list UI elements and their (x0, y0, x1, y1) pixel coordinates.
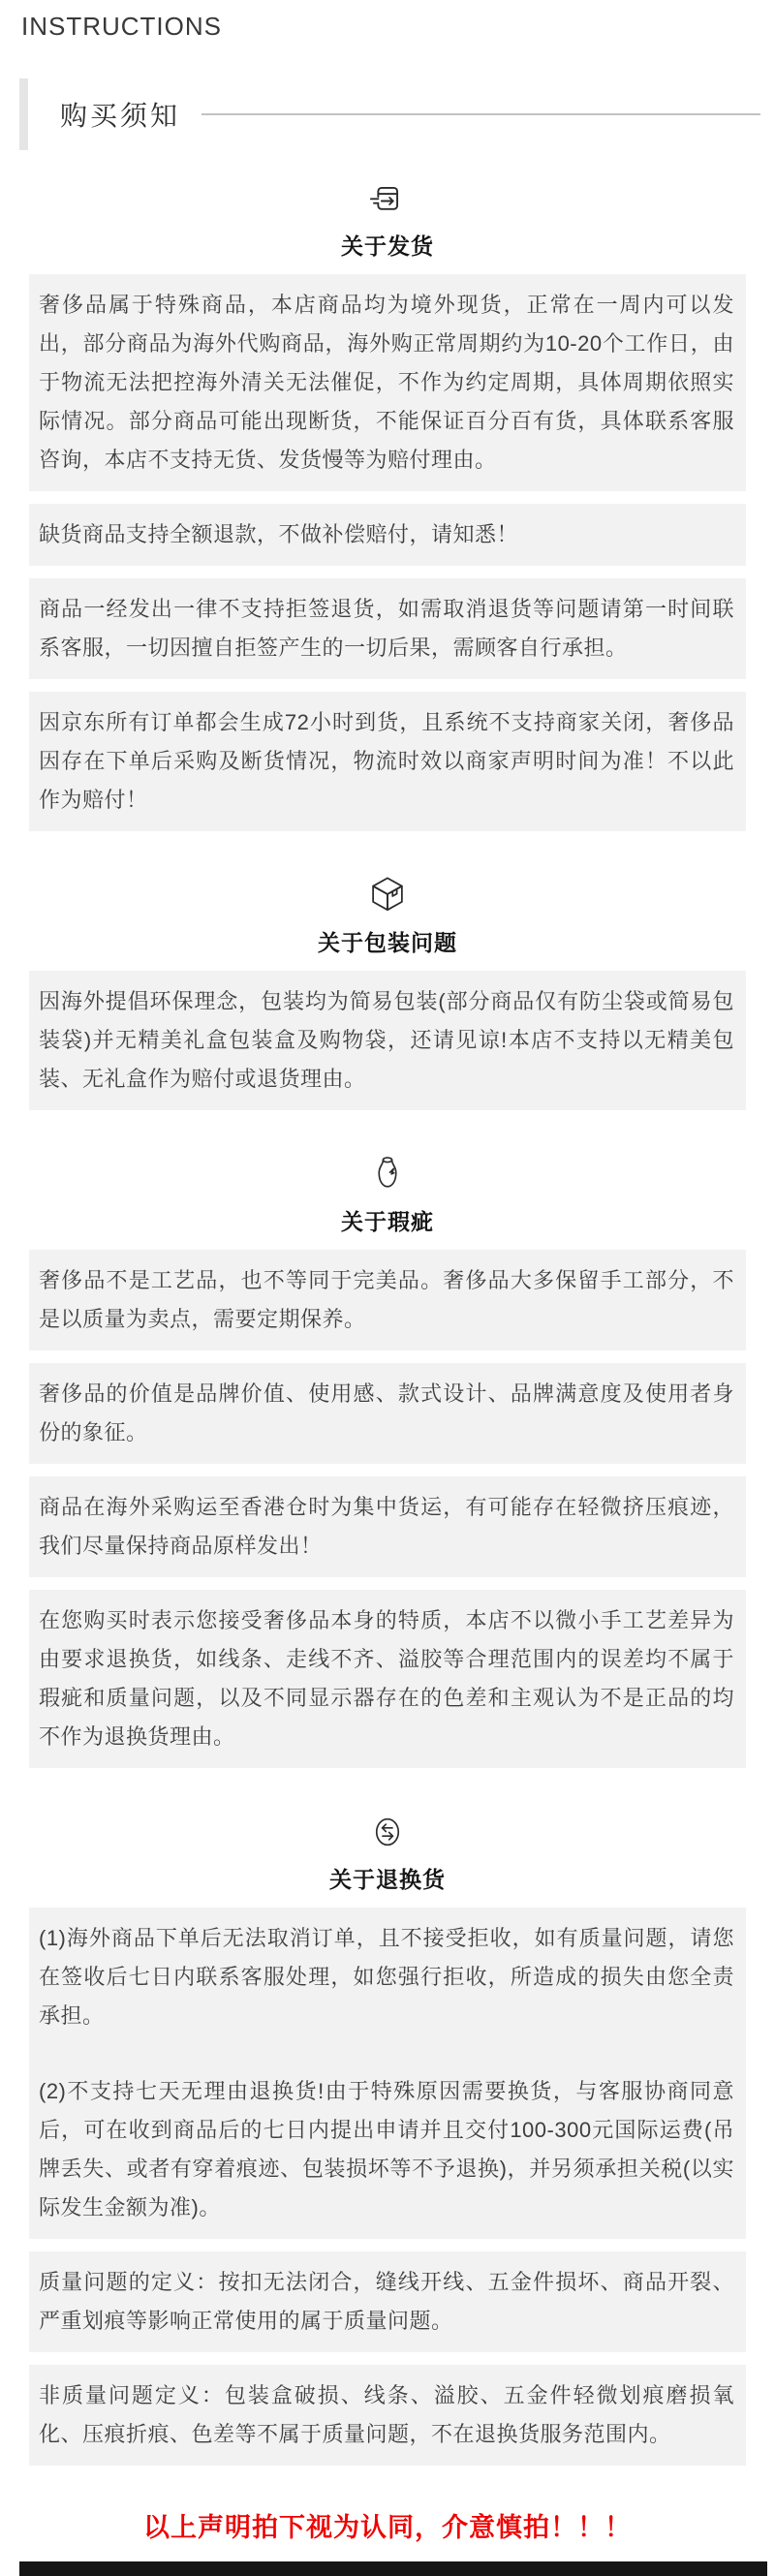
section-flaws (0, 1153, 775, 1768)
notice-paragraph: 商品在海外采购运至香港仓时为集中货运，有可能存在轻微挤压痕迹，我们尽量保持商品原样发出！ (39, 1495, 734, 1558)
section-header (0, 874, 775, 957)
footer-warning-text: 以上声明拍下视为认同，介意慎拍！！！ (143, 2513, 632, 2542)
notice-block (29, 1250, 746, 1350)
notice-paragraph: 奢侈品属于特殊商品，本店商品均为境外现货，正常在一周内可以发出，部分商品为海外代购商品，海外购正常周期约为10-20个工作日，由于物流无法把控海外清关无法催促，不作为约定周期，具体周期依照实际情况。部分商品可能出现断货，不能保证百分百有货，具体联系客服咨询，本店不支持无货、发货慢等为赔付理由。 (39, 293, 734, 472)
notice-paragraph: 非质量问题定义：包装盒破损、线条、溢胶、五金件轻微划痕磨损氧化、压痕折痕、色差等不属于质量问题，不在退换货服务范围内。 (39, 2383, 734, 2446)
notice-paragraph: 因海外提倡环保理念，包装均为简易包装(部分商品仅有防尘袋或简易包装袋)并无精美礼盒包装盒及购物袋，还请见谅!本店不支持以无精美包装、无礼盒作为赔付或退货理由。 (39, 989, 734, 1091)
notice-paragraph: 质量问题的定义：按扣无法闭合，缝线开线、五金件损坏、商品开裂、严重划痕等影响正常使用的属于质量问题。 (39, 2270, 734, 2333)
section-header (0, 1811, 775, 1894)
page-title: 购买须知 (60, 101, 181, 131)
title-accent-bar (19, 78, 28, 150)
notice-block (29, 971, 746, 1110)
section-title: 关于发货 (341, 233, 434, 259)
instructions-heading: INSTRUCTIONS (21, 12, 222, 41)
section-returns (0, 1811, 775, 2466)
vase-icon (368, 1153, 407, 1194)
notice-block (29, 2365, 746, 2466)
section-header (0, 177, 775, 261)
notice-paragraph: (2)不支持七天无理由退换货!由于特殊原因需要换货，与客服协商同意后，可在收到商品后的七日内提出申请并且交付100-300元国际运费(吊牌丢失、或者有穿着痕迹、包装损坏等不予退换)，并另须承担关税(以实际发生金额为准)。 (39, 2079, 734, 2219)
notice-block (29, 274, 746, 491)
shipping-box-icon (365, 177, 410, 218)
section-header (0, 1153, 775, 1236)
notice-paragraph: 奢侈品的价值是品牌价值、使用感、款式设计、品牌满意度及使用者身份的象征。 (39, 1381, 734, 1444)
bottom-divider-band (19, 2561, 767, 2576)
notice-block (29, 1908, 746, 2239)
sections (0, 177, 775, 2466)
notice-paragraph: (1)海外商品下单后无法取消订单，且不接受拒收，如有质量问题，请您在签收后七日内联系客服处理，如您强行拒收，所造成的损失由您全责承担。 (39, 1926, 734, 2028)
notice-paragraph: 因京东所有订单都会生成72小时到货，且系统不支持商家关闭，奢侈品因存在下单后采购及断货情况，物流时效以商家声明时间为准！不以此作为赔付！ (39, 710, 734, 812)
notice-block (29, 1476, 746, 1577)
title-divider-line (202, 113, 760, 115)
section-title: 关于瑕疵 (341, 1209, 434, 1234)
notice-block (29, 504, 746, 566)
section-packaging (0, 874, 775, 1110)
section-title: 关于包装问题 (318, 930, 457, 955)
notice-paragraph: 商品一经发出一律不支持拒签退货，如需取消退货等问题请第一时间联系客服，一切因擅自拒签产生的一切后果，需顾客自行承担。 (39, 597, 734, 660)
package-box-icon (366, 874, 409, 915)
notice-block (29, 1590, 746, 1768)
notice-block (29, 578, 746, 679)
exchange-arrows-icon (368, 1811, 407, 1851)
notice-paragraph: 缺货商品支持全额退款，不做补偿赔付，请知悉！ (39, 522, 519, 546)
notice-block (29, 692, 746, 831)
notice-block (29, 1363, 746, 1464)
section-title: 关于退换货 (329, 1867, 446, 1892)
notice-block (29, 2251, 746, 2352)
section-shipping (0, 177, 775, 831)
page-title-row (0, 78, 775, 150)
notice-paragraph: 在您购买时表示您接受奢侈品本身的特质，本店不以微小手工艺差异为由要求退换货，如线条、走线不齐、溢胶等合理范围内的误差均不属于瑕疵和质量问题，以及不同显示器存在的色差和主观认为不是正品的均不作为退换货理由。 (39, 1608, 734, 1749)
notice-paragraph: 奢侈品不是工艺品，也不等同于完美品。奢侈品大多保留手工部分，不是以质量为卖点，需要定期保养。 (39, 1268, 734, 1331)
